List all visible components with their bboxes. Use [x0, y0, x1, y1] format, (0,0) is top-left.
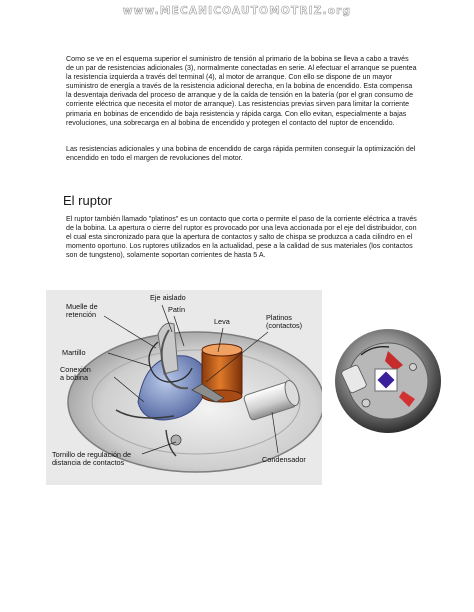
label-condensador: Condensador [262, 455, 306, 464]
intro-paragraph-2: Las resistencias adicionales y una bobina de encendido de carga rápida permiten conseguir la optimización del encendido en todo el margen de revoluciones del motor. [66, 145, 416, 163]
label-muelle: Muelle de retención [66, 302, 98, 319]
section-heading: El ruptor [63, 193, 113, 208]
label-eje: Eje aislado [150, 293, 186, 302]
label-conexion: Conexión a bobina [60, 365, 91, 382]
label-martillo: Martillo [62, 348, 86, 357]
label-platinos: Platinos (contactos) [266, 313, 303, 330]
label-patin: Patín [168, 305, 186, 314]
label-leva: Leva [214, 317, 230, 326]
distributor-photo-illustration [333, 327, 443, 436]
label-tornillo: Tornillo de regulación de distancia de contactos [52, 450, 132, 467]
ruptor-diagram [46, 290, 322, 485]
ruptor-paragraph: El ruptor también llamado "platinos" es un contacto que corta o permite el paso de la corriente eléctrica a través de la bobina. La apertura o cierre del ruptor es provocado por una leva accionada por el eje del distribuidor, con el cual esta sincronizado para que la apertura de contactos y salto de chispa se produzca a cada cilindro en el momento oportuno. Los ruptores utilizados en la actualidad, pese a la calidad de sus materiales (los contactos son de tungsteno), solamente soportan corrientes de hasta 5 A. [66, 215, 417, 260]
ruptor-photo [333, 327, 443, 436]
watermark: www.MECANICOAUTOMOTRIZ.org [122, 5, 352, 17]
intro-paragraph: Como se ve en el esquema superior el suministro de tensión al primario de la bobina se lleva a cabo a través de un par de resistencias adicionales (3), normalmente conectadas en serie. Al efectuar el arranque se puentea la resistencia izquierda a través del terminal (4), al motor de arranque. Con ello se dispone de un mayor suministro de energía a través de la resistencia adicional derecha, en la bobina de encendido. Esta compensa la desventaja derivada del proceso de arranque y de la caída de tensión en la batería (por el gran consumo de corriente eléctrica que necesita el motor de arranque). Las resistencias previas sirven para limitar la corriente primaria en bobinas de encendido de baja resistencia y rápida carga. Con ello evitan, especialmente a bajas revoluciones, una sobrecarga en al bobina de encendido y protegen el contacto del ruptor de encendido. [66, 55, 417, 127]
